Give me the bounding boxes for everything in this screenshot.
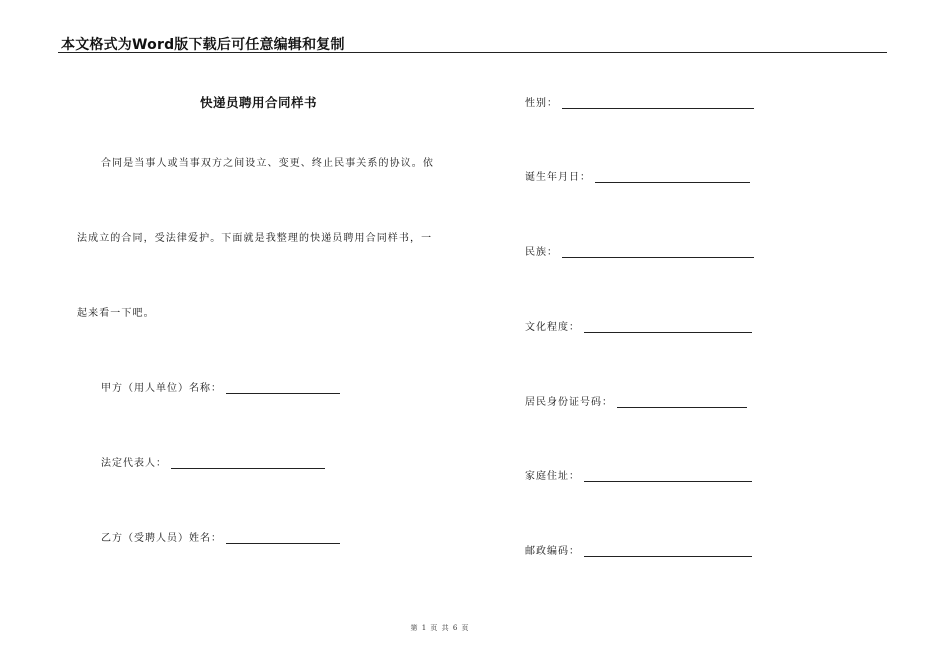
field-party-a-name (101, 379, 340, 394)
blank-line (226, 533, 340, 544)
page-number: 第 1 页 共 6 页 (410, 624, 470, 632)
field-education (525, 318, 752, 333)
blank-line (226, 383, 340, 394)
field-home-address (525, 467, 752, 482)
field-label: 邮政编码： (525, 546, 580, 557)
blank-line (617, 397, 747, 408)
document-title: 快递员聘用合同样书 (200, 95, 318, 110)
field-label: 甲方（用人单位）名称： (101, 383, 222, 394)
field-postal-code (525, 542, 752, 557)
blank-line (562, 247, 754, 258)
blank-line (584, 322, 752, 333)
field-label: 法定代表人： (101, 458, 167, 469)
page-header-title: 本文格式为Word版下载后可任意编辑和复制 (61, 37, 345, 53)
intro-line-2: 法成立的合同，受法律爱护。下面就是我整理的快递员聘用合同样书，一 (77, 233, 433, 244)
field-id-number (525, 393, 747, 408)
field-label: 乙方（受聘人员）姓名： (101, 533, 222, 544)
blank-line (562, 98, 754, 109)
blank-line (584, 546, 752, 557)
field-label: 性别： (525, 98, 558, 109)
header-divider (58, 52, 887, 53)
field-label: 民族： (525, 247, 558, 258)
intro-line-3: 起来看一下吧。 (77, 308, 155, 319)
field-label: 家庭住址： (525, 471, 580, 482)
field-gender (525, 94, 754, 109)
field-label: 诞生年月日： (525, 172, 591, 183)
field-legal-representative (101, 454, 325, 469)
field-label: 文化程度： (525, 322, 580, 333)
blank-line (171, 458, 325, 469)
blank-line (595, 172, 750, 183)
blank-line (584, 471, 752, 482)
field-ethnicity (525, 243, 754, 258)
field-label: 居民身份证号码： (525, 397, 613, 408)
field-birth-date (525, 168, 750, 183)
field-party-b-name (101, 529, 340, 544)
intro-line-1: 合同是当事人或当事双方之间设立、变更、终止民事关系的协议。依 (101, 158, 434, 169)
